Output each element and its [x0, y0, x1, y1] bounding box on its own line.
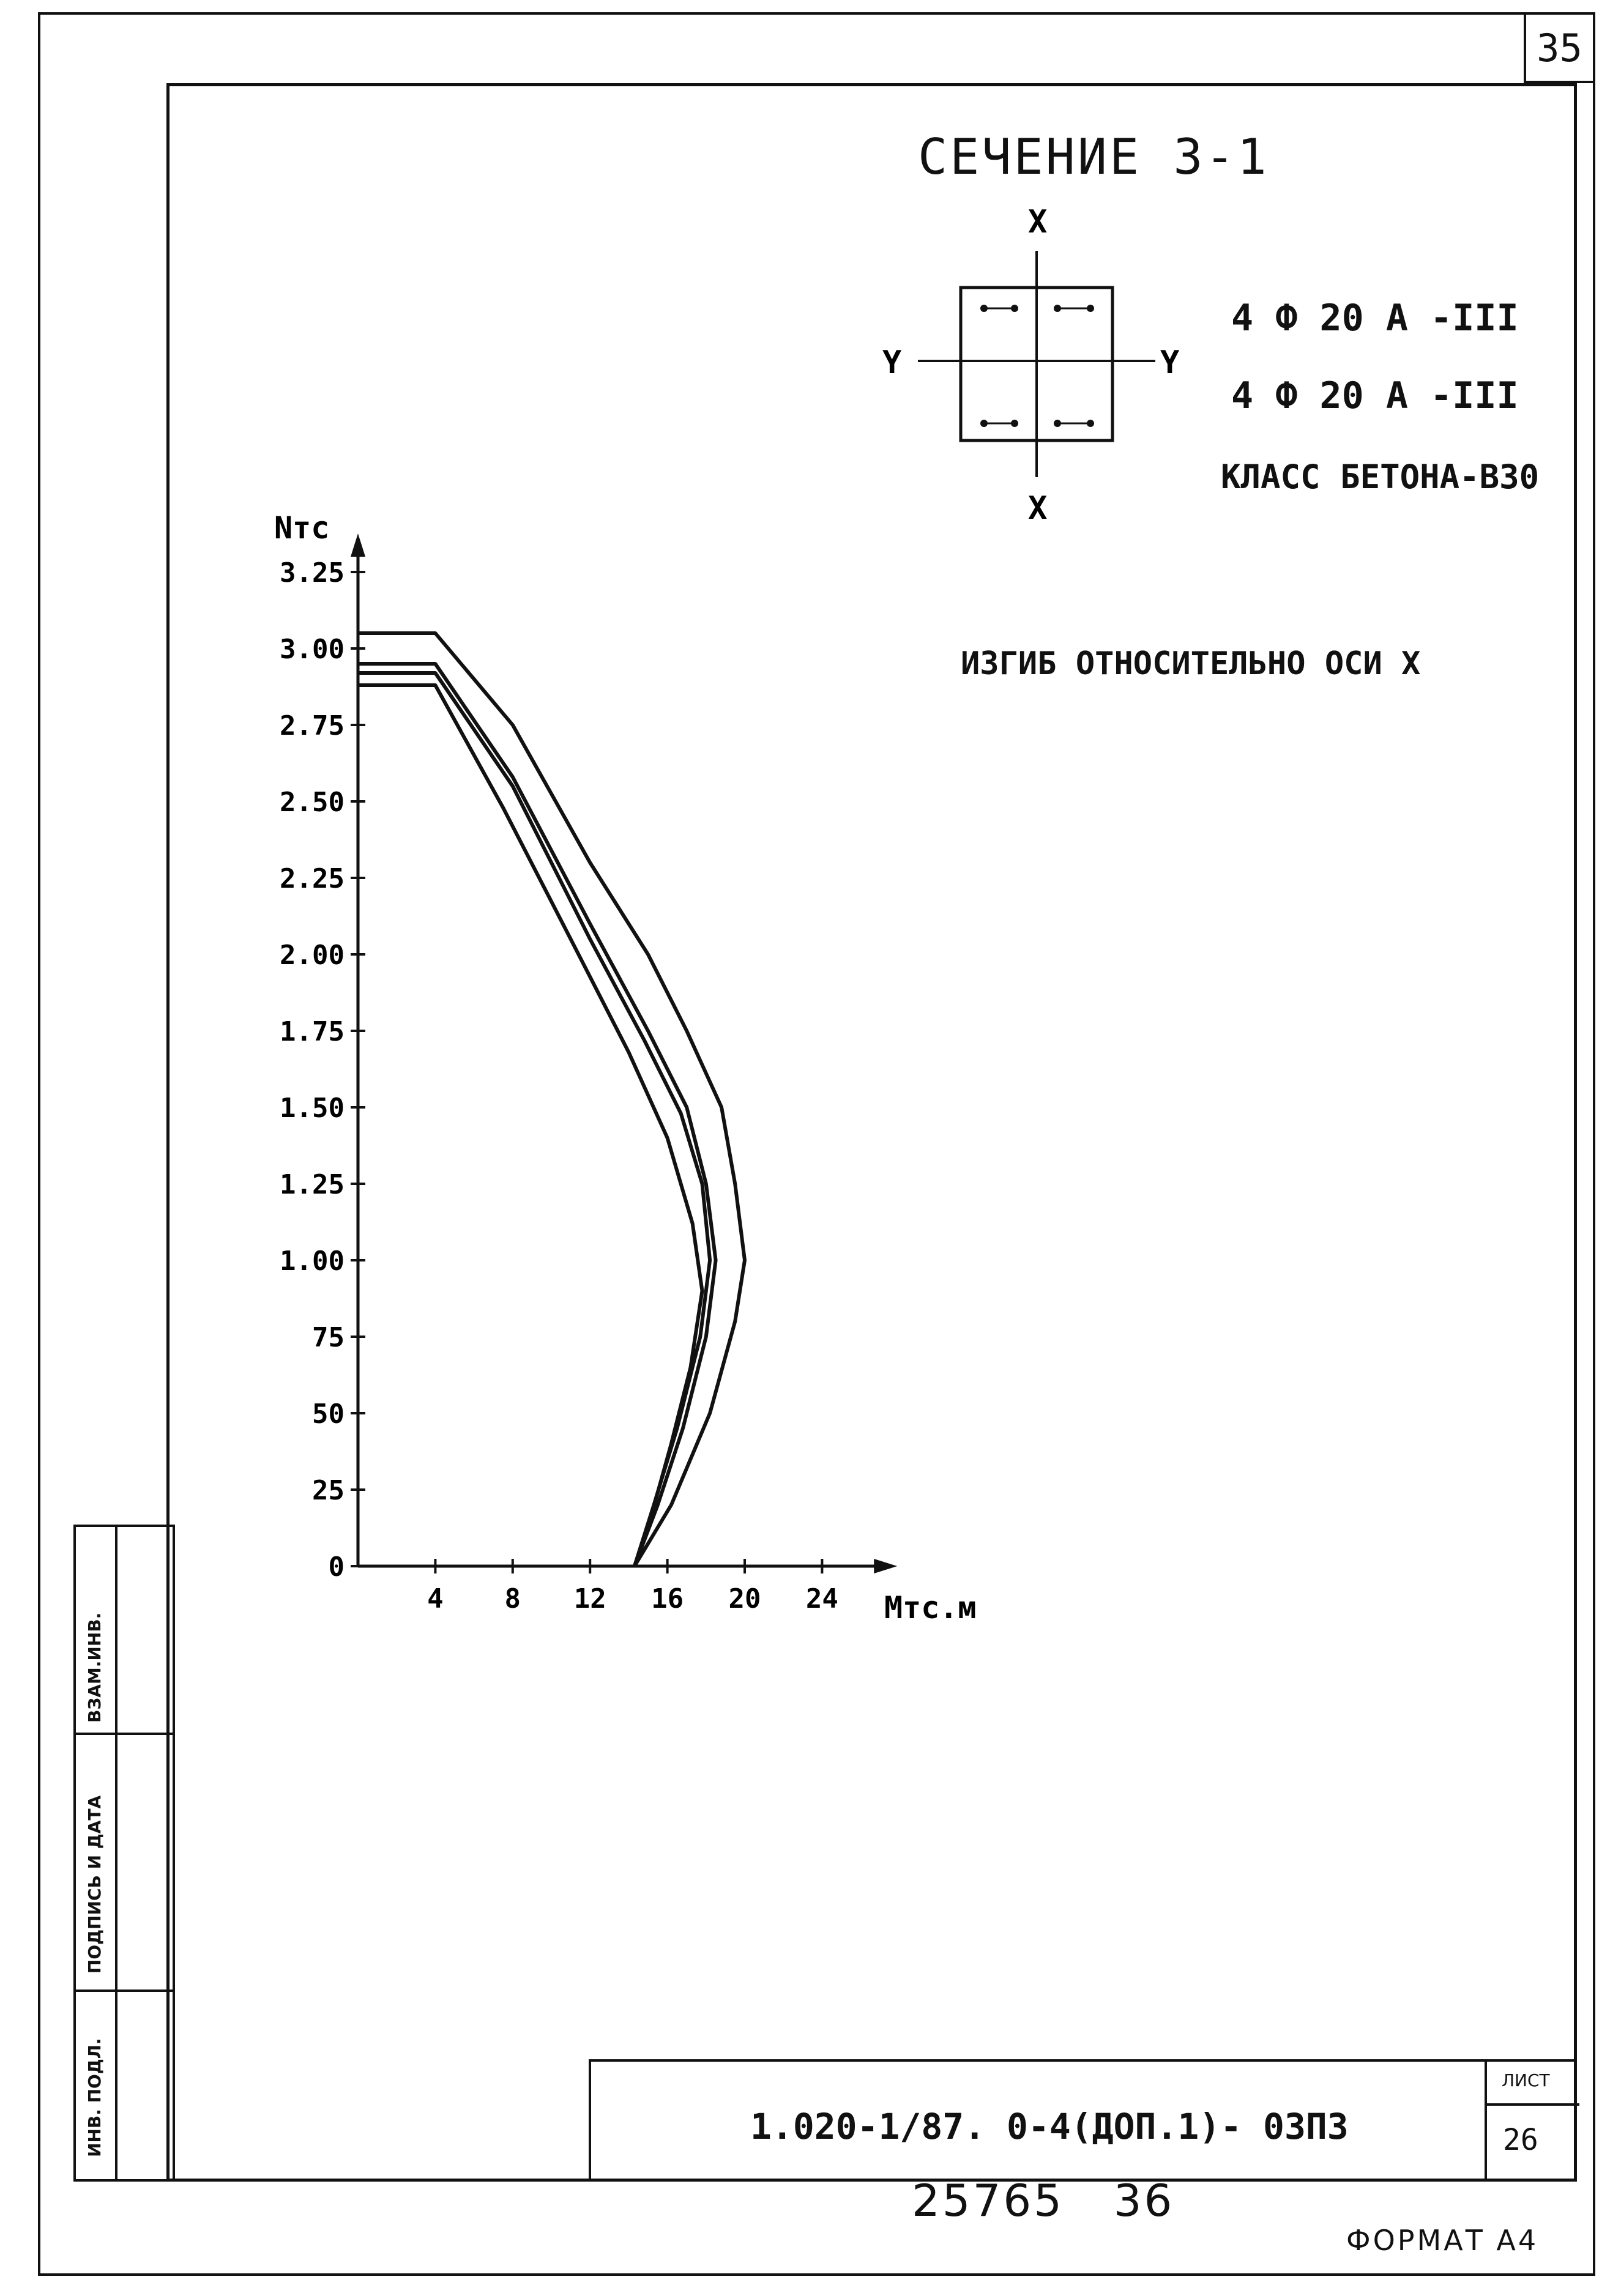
series-line-1 — [358, 633, 745, 1566]
interaction-chart — [245, 514, 1040, 1652]
x-tick-label: 12 — [573, 1583, 606, 1614]
x-tick-label: 16 — [651, 1583, 684, 1614]
side-cell-original-inventory: ИНВ. ПОДЛ. — [84, 2038, 105, 2157]
axis-label-y-right: Y — [1160, 344, 1180, 381]
x-tick-label: 24 — [805, 1583, 838, 1614]
title-block — [589, 2059, 1577, 2182]
x-tick-label: 4 — [427, 1583, 444, 1614]
rebar-top-label: 4 Ф 20 А -III — [1231, 297, 1519, 340]
y-tick-label: 0 — [328, 1551, 345, 1583]
chart-ticks — [280, 557, 838, 1614]
y-axis-arrow — [351, 533, 365, 557]
format-label: ФОРМАТ А4 — [1346, 2224, 1539, 2257]
y-tick-label: 2.50 — [280, 787, 345, 818]
y-tick-label: 3.25 — [280, 557, 345, 589]
y-tick-label: 1.75 — [280, 1016, 345, 1047]
series-line-2 — [358, 664, 716, 1566]
y-tick-label: 75 — [312, 1322, 345, 1353]
axis-label-y-left: Y — [882, 344, 902, 381]
section-diagram — [857, 196, 1199, 538]
x-axis-arrow — [874, 1559, 897, 1573]
bend-note: ИЗГИБ ОТНОСИТЕЛЬНО ОСИ X — [961, 645, 1421, 682]
side-stamp-table — [73, 1525, 175, 2182]
x-axis-label: Mтс.м — [884, 1590, 977, 1625]
section-title: СЕЧЕНИЕ 3-1 — [918, 128, 1269, 185]
y-tick-label: 25 — [312, 1475, 345, 1506]
y-tick-label: 50 — [312, 1399, 345, 1430]
concrete-class-label: КЛАСС БЕТОНА-В30 — [1221, 458, 1540, 496]
y-tick-label: 2.75 — [280, 710, 345, 741]
axis-label-x-bottom: X — [1028, 490, 1048, 527]
chart-axes — [351, 533, 897, 1573]
sheet-label: ЛИСТ — [1502, 2070, 1550, 2090]
sheet-number: 26 — [1503, 2123, 1538, 2157]
archive-number: 25765 36 — [912, 2175, 1175, 2226]
x-tick-label: 8 — [504, 1583, 521, 1614]
y-tick-label: 1.00 — [280, 1246, 345, 1277]
y-tick-label: 2.00 — [280, 940, 345, 971]
y-axis-label: Nтс — [274, 514, 330, 546]
axis-label-x-top: X — [1028, 204, 1048, 240]
y-tick-label: 1.25 — [280, 1169, 345, 1200]
document-code: 1.020-1/87. 0-4(ДОП.1)- 03П3 — [750, 2106, 1349, 2147]
side-cell-signature-date: ПОДПИСЬ И ДАТА — [84, 1795, 105, 1974]
side-cell-replacement: ВЗАМ.ИНВ. — [84, 1612, 105, 1723]
rebar-bottom-label: 4 Ф 20 А -III — [1231, 374, 1519, 417]
y-tick-label: 3.00 — [280, 634, 345, 665]
corner-sheet-number: 35 — [1524, 12, 1595, 83]
x-tick-label: 20 — [728, 1583, 761, 1614]
y-tick-label: 1.50 — [280, 1093, 345, 1124]
y-tick-label: 2.25 — [280, 863, 345, 894]
chart-curves — [358, 633, 745, 1566]
